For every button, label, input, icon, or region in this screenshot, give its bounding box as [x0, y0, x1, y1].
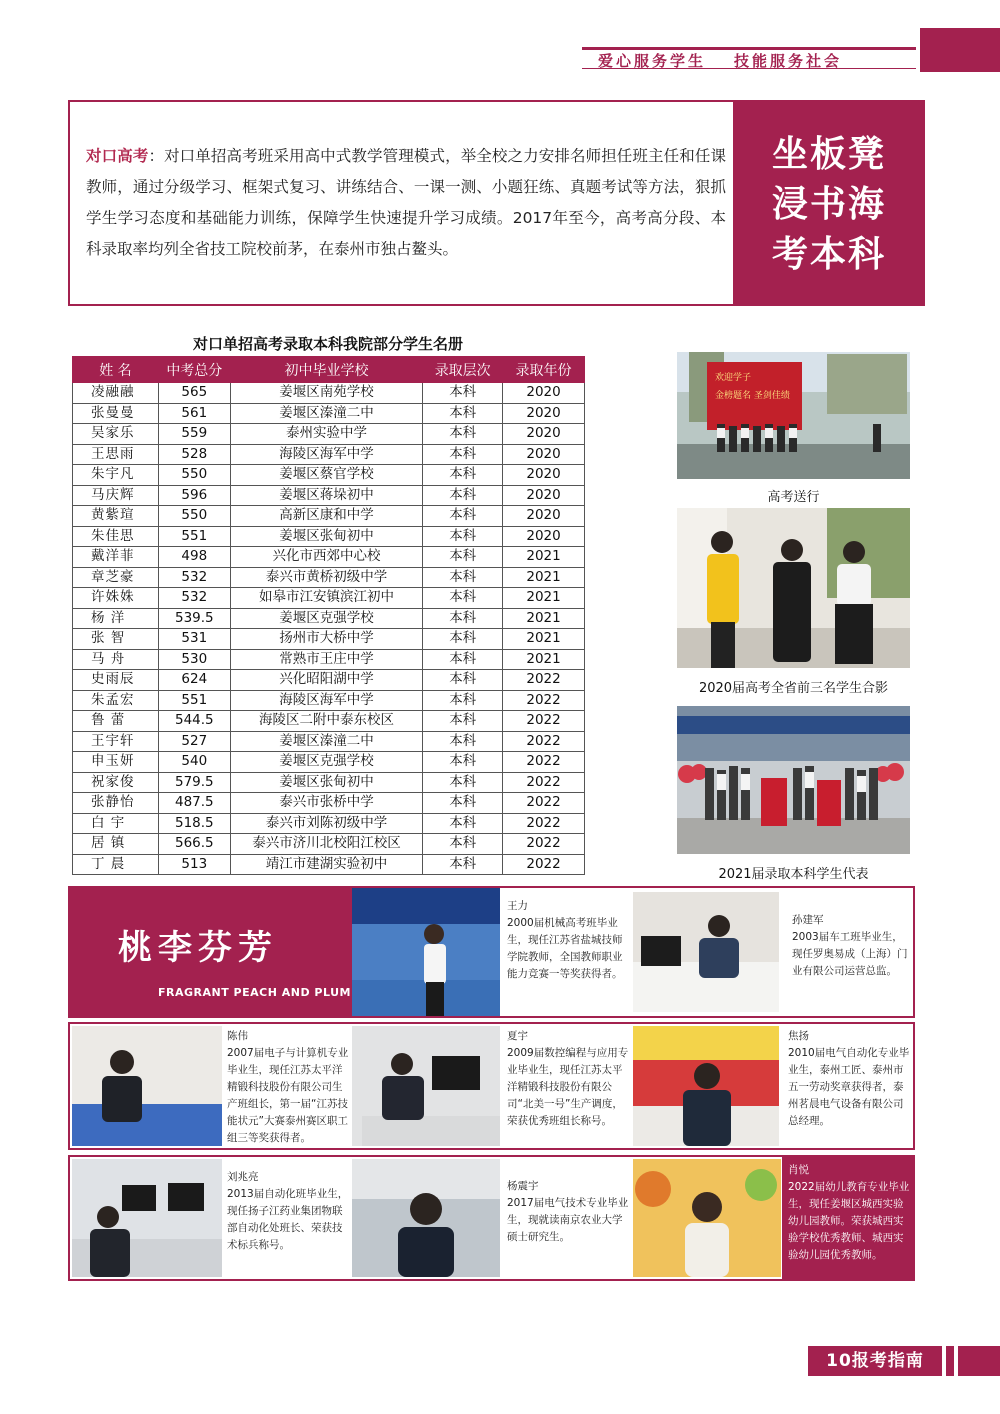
- cell-score: 579.5: [158, 772, 230, 793]
- cell-name: 黄紫瑄: [73, 506, 159, 527]
- bio-sun-jianjun: [792, 912, 910, 980]
- cell-score: 550: [158, 465, 230, 486]
- table-row: [73, 711, 585, 732]
- cell-score: 532: [158, 567, 230, 588]
- cell-level: 本科: [423, 690, 503, 711]
- cell-year: 2022: [503, 772, 585, 793]
- cell-name: 吴家乐: [73, 424, 159, 445]
- cell-score: 518.5: [158, 813, 230, 834]
- cell-name: 朱宇凡: [73, 465, 159, 486]
- cell-school: 扬州市大桥中学: [230, 629, 423, 650]
- cell-name: 白 宇: [73, 813, 159, 834]
- cell-year: 2020: [503, 424, 585, 445]
- cell-score: 487.5: [158, 793, 230, 814]
- cell-name: 鲁 蕾: [73, 711, 159, 732]
- cell-score: 559: [158, 424, 230, 445]
- cell-year: 2020: [503, 403, 585, 424]
- table-row: [73, 506, 585, 527]
- cell-school: 海陵区二附中泰东校区: [230, 711, 423, 732]
- cell-level: 本科: [423, 629, 503, 650]
- cell-school: 姜堰区蒋垛初中: [230, 485, 423, 506]
- cell-year: 2022: [503, 690, 585, 711]
- cell-school: 泰兴市刘陈初级中学: [230, 813, 423, 834]
- cell-score: 513: [158, 854, 230, 875]
- cell-year: 2020: [503, 526, 585, 547]
- intro-lead: 对口高考: [86, 147, 149, 165]
- cell-name: 许姝姝: [73, 588, 159, 609]
- motto-2: 技能服务社会: [734, 52, 843, 70]
- cell-level: 本科: [423, 793, 503, 814]
- cell-year: 2022: [503, 854, 585, 875]
- bio-chen-wei: [227, 1028, 351, 1147]
- photo-sun-jianjun: [633, 892, 779, 1012]
- alumni-desc: 2009届数控编程与应用专业毕业生，现任江苏太平洋精锻科技股份有限公司“北美一号”生产调度，荣获优秀班组长称号。: [507, 1047, 629, 1127]
- slogan-line-3: 考本科: [771, 233, 886, 275]
- alumni-name: 刘兆亮: [227, 1171, 259, 1183]
- cell-school: 如皋市江安镇滨江初中: [230, 588, 423, 609]
- alumni-desc: 2010届电气自动化专业毕业生，泰州工匠、泰州市五一劳动奖章获得者，泰州茗晨电气设备有限公司总经理。: [788, 1047, 910, 1127]
- cell-year: 2022: [503, 670, 585, 691]
- col-header-year: 录取年份: [503, 357, 585, 383]
- alumni-desc: 2022届幼儿教育专业毕业生，现任姜堰区城西实验幼儿园教师。荣获城西实验学校优秀教师、城西实验幼儿园优秀教师。: [788, 1181, 910, 1261]
- alumni-name: 孙建军: [792, 914, 824, 926]
- cell-school: 泰兴市张桥中学: [230, 793, 423, 814]
- banner-text-1: 欢迎学子: [715, 373, 752, 383]
- photo-send-off: [677, 352, 910, 479]
- cell-year: 2021: [503, 629, 585, 650]
- cell-school: 姜堰区克强学校: [230, 608, 423, 629]
- cell-score: 624: [158, 670, 230, 691]
- cell-year: 2021: [503, 608, 585, 629]
- photo-jiao-yang: [633, 1026, 779, 1146]
- page-footer-label: 10报考指南: [808, 1346, 942, 1376]
- cell-school: 高新区康和中学: [230, 506, 423, 527]
- alumni-name: 王力: [507, 900, 528, 912]
- table-header-row: [73, 357, 585, 383]
- cell-score: 565: [158, 383, 230, 404]
- cell-year: 2022: [503, 752, 585, 773]
- col-header-school: 初中毕业学校: [230, 357, 423, 383]
- cell-score: 544.5: [158, 711, 230, 732]
- caption-send-off: 高考送行: [767, 490, 820, 505]
- cell-score: 532: [158, 588, 230, 609]
- cell-level: 本科: [423, 444, 503, 465]
- cell-level: 本科: [423, 403, 503, 424]
- table-row: [73, 403, 585, 424]
- alumni-desc: 2003届车工班毕业生，现任罗奥易成（上海）门业有限公司运营总监。: [792, 931, 908, 977]
- cell-score: 540: [158, 752, 230, 773]
- bio-jiao-yang: [788, 1028, 912, 1130]
- bio-liu-zhaoliang: [227, 1169, 351, 1254]
- cell-level: 本科: [423, 547, 503, 568]
- table-row: [73, 547, 585, 568]
- cell-year: 2022: [503, 793, 585, 814]
- cell-level: 本科: [423, 752, 503, 773]
- table-row: [73, 588, 585, 609]
- bio-yang-zhenyu: [507, 1178, 629, 1246]
- table-row: [73, 731, 585, 752]
- bio-xia-yu: [507, 1028, 629, 1130]
- cell-school: 姜堰区溱潼二中: [230, 403, 423, 424]
- cell-score: 527: [158, 731, 230, 752]
- table-row: [73, 383, 585, 404]
- table-row: [73, 485, 585, 506]
- slogan-line-1: 坐板凳: [771, 133, 886, 175]
- table-title: 对口单招高考录取本科我院部分学生名册: [192, 335, 463, 353]
- cell-year: 2020: [503, 506, 585, 527]
- cell-level: 本科: [423, 567, 503, 588]
- alumni-desc: 2000届机械高考班毕业生，现任江苏省盐城技师学院教师，全国教师职业能力竞赛一等奖获得者。: [507, 917, 623, 980]
- cell-school: 姜堰区溱潼二中: [230, 731, 423, 752]
- cell-year: 2020: [503, 465, 585, 486]
- cell-year: 2021: [503, 649, 585, 670]
- cell-school: 姜堰区张甸初中: [230, 772, 423, 793]
- photo-chen-wei-1: [72, 1026, 222, 1146]
- table-row: [73, 629, 585, 650]
- motto-1: 爱心服务学生: [598, 52, 707, 70]
- table-row: [73, 793, 585, 814]
- cell-school: 靖江市建湖实验初中: [230, 854, 423, 875]
- cell-school: 泰兴市济川北校阳江校区: [230, 834, 423, 855]
- cell-year: 2022: [503, 731, 585, 752]
- cell-school: 海陵区海军中学: [230, 444, 423, 465]
- table-body: [73, 383, 585, 875]
- col-header-name: 姓 名: [73, 357, 159, 383]
- table-row: [73, 752, 585, 773]
- cell-school: 兴化市西郊中心校: [230, 547, 423, 568]
- cell-year: 2022: [503, 711, 585, 732]
- cell-name: 马庆辉: [73, 485, 159, 506]
- table-row: [73, 772, 585, 793]
- footer-stripe: [946, 1346, 954, 1376]
- caption-top-three: 2020届高考全省前三名学生合影: [698, 681, 889, 696]
- photo-top-three: [677, 508, 910, 668]
- cell-level: 本科: [423, 854, 503, 875]
- photo-liu-zhaoliang: [72, 1159, 222, 1277]
- cell-level: 本科: [423, 526, 503, 547]
- cell-level: 本科: [423, 424, 503, 445]
- cell-score: 531: [158, 629, 230, 650]
- photo-2021-reps: [677, 706, 910, 854]
- cell-level: 本科: [423, 731, 503, 752]
- col-header-score: 中考总分: [158, 357, 230, 383]
- cell-name: 杨 洋: [73, 608, 159, 629]
- cell-name: 居 镇: [73, 834, 159, 855]
- cell-level: 本科: [423, 485, 503, 506]
- cell-score: 528: [158, 444, 230, 465]
- cell-school: 泰州实验中学: [230, 424, 423, 445]
- cell-name: 申玉妍: [73, 752, 159, 773]
- cell-score: 550: [158, 506, 230, 527]
- cell-name: 张 智: [73, 629, 159, 650]
- caption-2021-reps: 2021届录取本科学生代表: [718, 867, 869, 882]
- cell-name: 戴洋菲: [73, 547, 159, 568]
- table-row: [73, 854, 585, 875]
- cell-name: 章芝豪: [73, 567, 159, 588]
- alumni-name: 陈伟: [227, 1030, 248, 1042]
- table-row: [73, 567, 585, 588]
- cell-year: 2020: [503, 383, 585, 404]
- cell-level: 本科: [423, 834, 503, 855]
- cell-school: 姜堰区克强学校: [230, 752, 423, 773]
- cell-level: 本科: [423, 588, 503, 609]
- cell-name: 朱佳思: [73, 526, 159, 547]
- alumni-name: 肖悦: [788, 1164, 809, 1176]
- cell-school: 姜堰区张甸初中: [230, 526, 423, 547]
- alumni-name: 杨震宇: [507, 1180, 539, 1192]
- cell-school: 海陵区海军中学: [230, 690, 423, 711]
- intro-paragraph: [86, 141, 726, 265]
- cell-level: 本科: [423, 465, 503, 486]
- cell-score: 498: [158, 547, 230, 568]
- cell-year: 2021: [503, 567, 585, 588]
- cell-level: 本科: [423, 383, 503, 404]
- table-row: [73, 526, 585, 547]
- cell-level: 本科: [423, 670, 503, 691]
- cell-level: 本科: [423, 772, 503, 793]
- alumni-name: 夏宇: [507, 1030, 528, 1042]
- cell-level: 本科: [423, 711, 503, 732]
- student-table: [72, 356, 585, 875]
- cell-year: 2022: [503, 834, 585, 855]
- table-row: [73, 424, 585, 445]
- cell-score: 596: [158, 485, 230, 506]
- slogan-line-2: 浸书海: [771, 183, 886, 225]
- table-row: [73, 444, 585, 465]
- cell-name: 凌融融: [73, 383, 159, 404]
- cell-score: 530: [158, 649, 230, 670]
- cell-name: 马 舟: [73, 649, 159, 670]
- table-row: [73, 649, 585, 670]
- peach-subtitle: FRAGRANT PEACH AND PLUM: [158, 986, 351, 999]
- alumni-desc: 2017届电气技术专业毕业生，现就读南京农业大学硕士研究生。: [507, 1197, 629, 1243]
- cell-name: 王宇轩: [73, 731, 159, 752]
- photo-chen-wei-2: [352, 1026, 500, 1146]
- cell-school: 泰兴市黄桥初级中学: [230, 567, 423, 588]
- cell-level: 本科: [423, 649, 503, 670]
- header-accent-block: [920, 28, 1000, 72]
- cell-score: 561: [158, 403, 230, 424]
- table-row: [73, 813, 585, 834]
- cell-year: 2021: [503, 547, 585, 568]
- cell-score: 566.5: [158, 834, 230, 855]
- photo-wang-li: [352, 888, 500, 1016]
- cell-score: 539.5: [158, 608, 230, 629]
- cell-level: 本科: [423, 608, 503, 629]
- cell-school: 姜堰区南苑学校: [230, 383, 423, 404]
- header-motto: [598, 50, 870, 71]
- table-row: [73, 834, 585, 855]
- bio-xiao-yue: [788, 1162, 910, 1264]
- footer-block: [958, 1346, 1000, 1376]
- intro-body: ：对口单招高考班采用高中式教学管理模式，举全校之力安排名师担任班主任和任课教师，通过分级学习、框架式复习、讲练结合、一课一测、小题狂练、真题考试等方法，狠抓学生学习态度和基础能力训练，保障学生快速提升学习成绩。2017年至今，高考高分段、本科录取率均列全省技工院校前茅，在泰州市独占鳌头。: [86, 147, 726, 258]
- cell-school: 兴化昭阳湖中学: [230, 670, 423, 691]
- peach-title: 桃李芬芳: [118, 928, 278, 968]
- table-row: [73, 690, 585, 711]
- cell-name: 张曼曼: [73, 403, 159, 424]
- banner-text-2: 金榜题名 圣剑佳绩: [715, 391, 790, 401]
- cell-name: 祝家俊: [73, 772, 159, 793]
- cell-name: 朱孟宏: [73, 690, 159, 711]
- cell-year: 2020: [503, 485, 585, 506]
- cell-score: 551: [158, 690, 230, 711]
- cell-name: 王思雨: [73, 444, 159, 465]
- cell-year: 2022: [503, 813, 585, 834]
- cell-name: 张静怡: [73, 793, 159, 814]
- table-row: [73, 608, 585, 629]
- cell-score: 551: [158, 526, 230, 547]
- bio-wang-li: [507, 898, 629, 983]
- col-header-level: 录取层次: [423, 357, 503, 383]
- alumni-desc: 2013届自动化班毕业生，现任扬子江药业集团物联部自动化处班长、荣获技术标兵称号。: [227, 1188, 349, 1251]
- alumni-desc: 2007届电子与计算机专业毕业生，现任江苏太平洋精锻科技股份有限公司生产班组长，第一届“江苏技能状元”大赛泰州赛区职工组三等奖获得者。: [227, 1047, 349, 1144]
- photo-xiao-yue: [633, 1159, 781, 1277]
- table-row: [73, 670, 585, 691]
- table-row: [73, 465, 585, 486]
- photo-yang-zhenyu: [352, 1159, 500, 1277]
- cell-name: 史雨辰: [73, 670, 159, 691]
- cell-school: 常熟市王庄中学: [230, 649, 423, 670]
- cell-school: 姜堰区蔡官学校: [230, 465, 423, 486]
- cell-level: 本科: [423, 506, 503, 527]
- cell-level: 本科: [423, 813, 503, 834]
- cell-name: 丁 晨: [73, 854, 159, 875]
- cell-year: 2020: [503, 444, 585, 465]
- alumni-name: 焦扬: [788, 1030, 809, 1042]
- cell-year: 2021: [503, 588, 585, 609]
